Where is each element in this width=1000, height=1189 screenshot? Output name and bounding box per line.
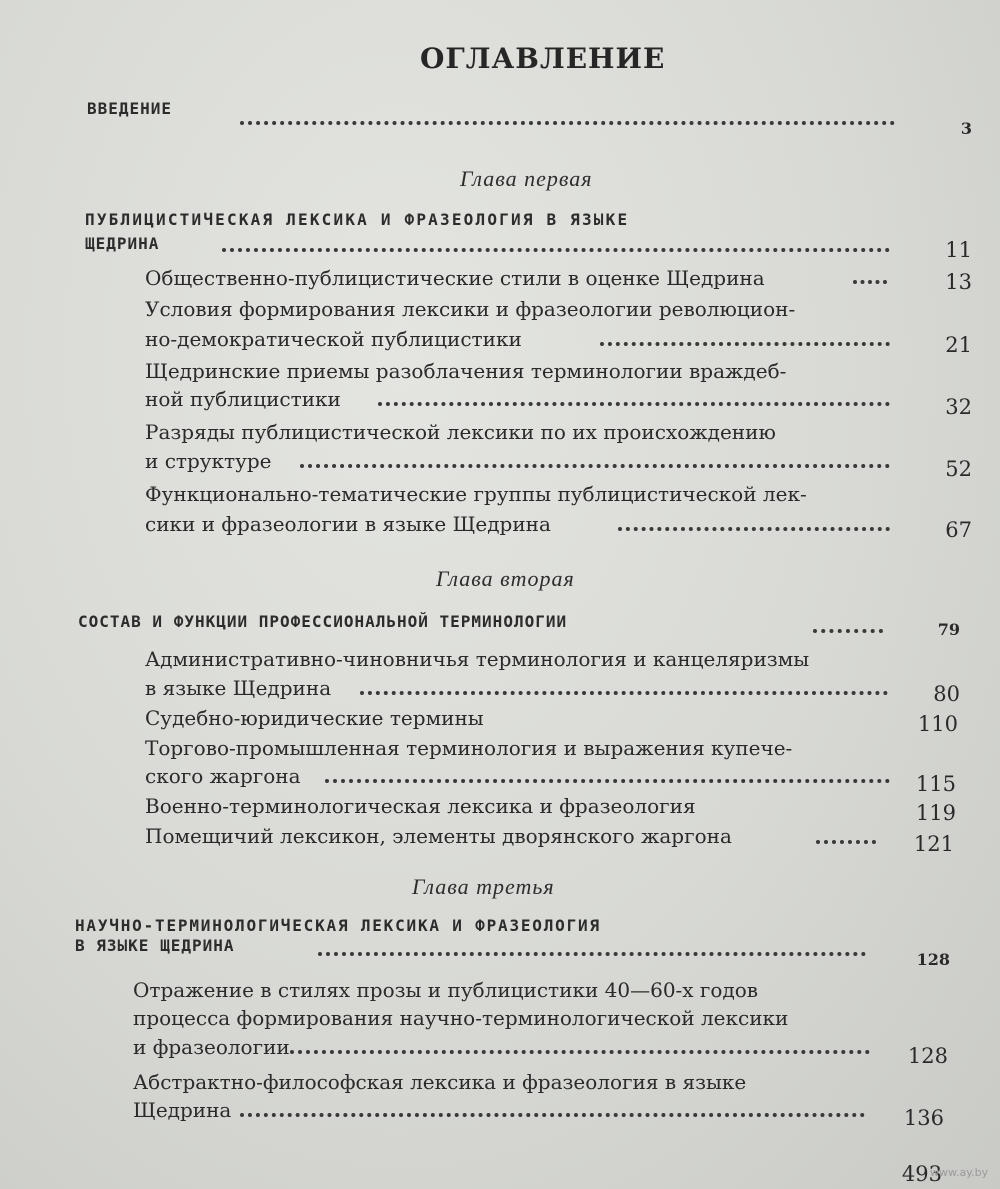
ch3-item-1-line-2: процесса формирования научно-терминологической лексики [133, 1006, 789, 1030]
chapter-2-title: СОСТАВ И ФУНКЦИИ ПРОФЕССИОНАЛЬНОЙ ТЕРМИНОЛОГИИ [78, 612, 568, 631]
ch1-item-5-line-2: сики и фразеологии в языке Щедрина [145, 512, 551, 536]
ch2-item-2-line-1: Судебно-юридические термины [145, 706, 484, 730]
ch2-item-1-page: 80 [933, 682, 960, 706]
chapter-1-title-line-1: ПУБЛИЦИСТИЧЕСКАЯ ЛЕКСИКА И ФРАЗЕОЛОГИЯ В ЯЗЫКЕ [85, 210, 630, 229]
dot-leader [240, 121, 895, 125]
ch1-item-1-page: 13 [945, 270, 972, 294]
ch1-item-2-line-1: Условия формирования лексики и фразеологии революцион- [145, 297, 796, 321]
dot-leader [853, 280, 887, 284]
dot-leader [318, 952, 866, 956]
ch3-item-2-line-2: Щедрина [133, 1098, 232, 1122]
ch2-item-1-line-2: в языке Щедрина [145, 676, 332, 700]
ch3-item-1-page: 128 [907, 1044, 948, 1068]
ch3-item-2-line-1: Абстрактно-философская лексика и фразеология в языке [133, 1070, 747, 1094]
page-number: 493 [901, 1162, 942, 1186]
ch2-item-3-page: 115 [915, 772, 956, 796]
ch1-item-3-line-1: Щедринские приемы разоблачения терминологии враждеб- [145, 359, 787, 383]
ch2-item-4-page: 119 [915, 801, 956, 825]
ch2-item-5-line-1: Помещичий лексикон, элементы дворянского жаргона [145, 824, 732, 848]
dot-leader [290, 1050, 870, 1054]
dot-leader [325, 779, 890, 783]
ch3-item-1-line-3: и фразеологии [133, 1035, 290, 1059]
chapter-1-heading: Глава первая [460, 166, 593, 191]
ch2-item-3-line-2: ского жаргона [145, 764, 301, 788]
dot-leader [600, 342, 890, 346]
ch1-item-4-page: 52 [945, 457, 972, 481]
watermark: www.ay.by [930, 1166, 989, 1179]
chapter-3-title-line-2: В ЯЗЫКЕ ЩЕДРИНА [75, 936, 235, 955]
chapter-1-title-line-2: ЩЕДРИНА [85, 234, 160, 253]
ch2-item-3-line-1: Торгово-промышленная терминология и выражения купече- [145, 736, 793, 760]
ch3-item-2-page: 136 [903, 1106, 944, 1130]
ch1-item-3-line-2: ной публицистики [145, 387, 341, 411]
ch1-item-5-line-1: Функционально-тематические группы публицистической лек- [145, 482, 807, 506]
dot-leader [618, 527, 890, 531]
dot-leader [300, 464, 890, 468]
dot-leader [240, 1113, 865, 1117]
intro-page: 3 [960, 119, 972, 138]
dot-leader [816, 840, 876, 844]
chapter-3-heading: Глава третья [412, 874, 555, 899]
dot-leader [378, 402, 890, 406]
ch1-item-3-page: 32 [945, 395, 972, 419]
page-title: ОГЛАВЛЕНИЕ [420, 42, 666, 75]
chapter-2-heading: Глава вторая [436, 566, 575, 591]
dot-leader [813, 629, 883, 633]
chapter-3-title-line-1: НАУЧНО-ТЕРМИНОЛОГИЧЕСКАЯ ЛЕКСИКА И ФРАЗЕОЛОГИЯ [75, 916, 601, 935]
ch1-item-5-page: 67 [945, 518, 972, 542]
ch2-item-4-line-1: Военно-терминологическая лексика и фразеология [145, 794, 696, 818]
chapter-2-page: 79 [937, 620, 960, 639]
ch3-item-1-line-1: Отражение в стилях прозы и публицистики 40—60-х годов [133, 978, 759, 1002]
chapter-1-page: 11 [945, 238, 972, 262]
ch2-item-1-line-1: Административно-чиновничья терминология и канцеляризмы [145, 647, 810, 671]
dot-leader [360, 691, 888, 695]
dot-leader [222, 248, 890, 252]
chapter-3-page: 128 [916, 950, 950, 969]
ch1-item-4-line-1: Разряды публицистической лексики по их происхождению [145, 420, 776, 444]
ch2-item-5-page: 121 [913, 832, 954, 856]
intro-label: ВВЕДЕНИЕ [87, 99, 173, 118]
ch1-item-2-page: 21 [945, 333, 972, 357]
ch1-item-2-line-2: но-демократической публицистики [145, 327, 522, 351]
ch1-item-1-line-1: Общественно-публицистические стили в оценке Щедрина [145, 266, 765, 290]
ch1-item-4-line-2: и структуре [145, 449, 272, 473]
ch2-item-2-page: 110 [917, 712, 958, 736]
